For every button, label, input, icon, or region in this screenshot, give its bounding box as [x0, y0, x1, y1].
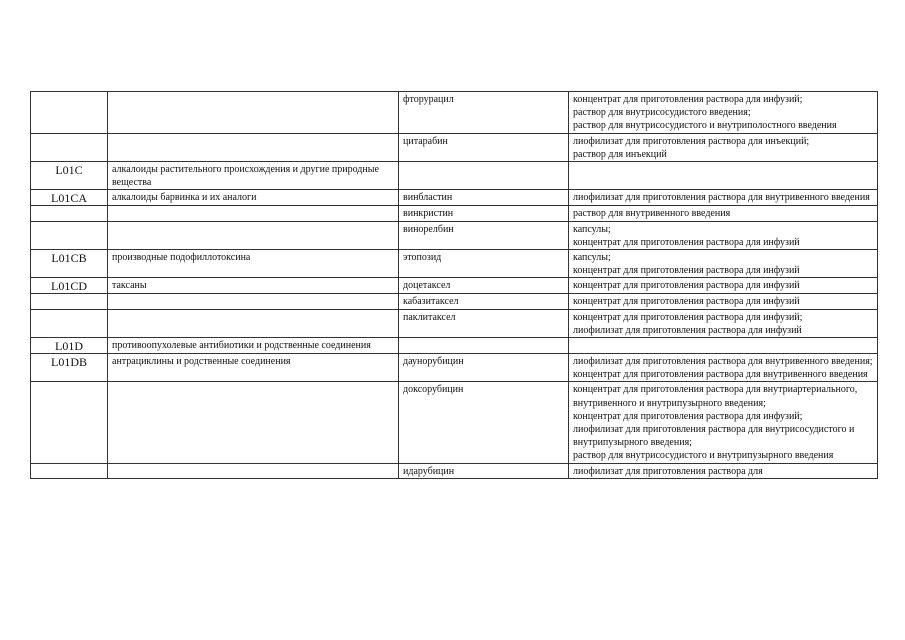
dosage-forms-cell: [569, 338, 878, 354]
table-row: [31, 92, 878, 134]
dosage-form-line: концентрат для приготовления раствора для инфузий: [573, 280, 800, 292]
table-row: [31, 133, 878, 161]
table-row: [31, 354, 878, 382]
atc-code-cell: L01CA: [31, 190, 108, 206]
dosage-form-line: раствор для внутрисосудистого и внутриполостного введения: [573, 120, 837, 132]
dosage-form-line: раствор для внутрисосудистого введения;: [573, 107, 751, 119]
dosage-forms-cell: [569, 309, 878, 337]
dosage-form-line: лиофилизат для приготовления раствора для внутрисосудистого и внутрипузырного введения;: [573, 424, 855, 449]
atc-code-cell: [31, 133, 108, 161]
group-name-cell: [108, 133, 399, 161]
group-name-cell: алкалоиды барвинка и их аналоги: [108, 190, 399, 206]
group-name-cell: антрациклины и родственные соединения: [108, 354, 399, 382]
dosage-form-line: раствор для внутривенного введения: [573, 208, 731, 220]
group-name-cell: [108, 382, 399, 463]
table-row: [31, 250, 878, 278]
drug-name-cell: кабазитаксел: [399, 294, 569, 309]
dosage-forms-cell: [569, 190, 878, 206]
table-row: [31, 382, 878, 463]
table-row: [31, 221, 878, 249]
table-row: [31, 309, 878, 337]
group-name-cell: [108, 294, 399, 309]
drug-name-cell: винорелбин: [399, 221, 569, 249]
table-row: [31, 278, 878, 294]
group-name-cell: таксаны: [108, 278, 399, 294]
dosage-forms-cell: [569, 354, 878, 382]
table-row: [31, 206, 878, 221]
atc-code-cell: L01CB: [31, 250, 108, 278]
dosage-form-line: концентрат для приготовления раствора для инфузий: [573, 236, 800, 248]
atc-code-cell: [31, 463, 108, 478]
dosage-form-line: концентрат для приготовления раствора для инфузий;: [573, 311, 803, 323]
group-name-cell: [108, 463, 399, 478]
atc-code-cell: [31, 221, 108, 249]
atc-code-cell: L01CD: [31, 278, 108, 294]
dosage-forms-cell: [569, 382, 878, 463]
atc-code-cell: [31, 206, 108, 221]
dosage-forms-cell: [569, 463, 878, 478]
group-name-cell: [108, 92, 399, 134]
table-row: [31, 162, 878, 190]
group-name-cell: [108, 206, 399, 221]
dosage-forms-cell: [569, 278, 878, 294]
dosage-form-line: концентрат для приготовления раствора для внутриартериального, внутривенного и внутрипузырного введения;: [573, 384, 858, 409]
dosage-forms-cell: [569, 250, 878, 278]
atc-code-cell: L01C: [31, 162, 108, 190]
drug-name-cell: этопозид: [399, 250, 569, 278]
dosage-form-line: концентрат для приготовления раствора для инфузий;: [573, 410, 803, 422]
dosage-forms-cell: [569, 221, 878, 249]
group-name-cell: противоопухолевые антибиотики и родственные соединения: [108, 338, 399, 354]
dosage-forms-cell: [569, 133, 878, 161]
table-row: [31, 463, 878, 478]
drug-name-cell: доксорубицин: [399, 382, 569, 463]
dosage-form-line: концентрат для приготовления раствора для инфузий: [573, 265, 800, 277]
atc-code-cell: L01D: [31, 338, 108, 354]
dosage-form-line: капсулы;: [573, 252, 611, 264]
dosage-forms-cell: [569, 294, 878, 309]
drug-name-cell: идарубицин: [399, 463, 569, 478]
group-name-cell: алкалоиды растительного происхождения и другие природные вещества: [108, 162, 399, 190]
atc-code-cell: [31, 294, 108, 309]
drug-name-cell: [399, 162, 569, 190]
drug-name-cell: даунорубицин: [399, 354, 569, 382]
dosage-forms-cell: [569, 206, 878, 221]
drug-name-cell: доцетаксел: [399, 278, 569, 294]
dosage-form-line: раствор для внутрисосудистого и внутрипузырного введения: [573, 450, 834, 462]
atc-code-cell: L01DB: [31, 354, 108, 382]
dosage-form-line: капсулы;: [573, 223, 611, 235]
drug-name-cell: фторурацил: [399, 92, 569, 134]
dosage-form-line: лиофилизат для приготовления раствора для внутривенного введения: [573, 192, 870, 204]
group-name-cell: [108, 309, 399, 337]
drug-name-cell: [399, 338, 569, 354]
dosage-form-line: лиофилизат для приготовления раствора для инфузий: [573, 324, 802, 336]
group-name-cell: производные подофиллотоксина: [108, 250, 399, 278]
atc-code-cell: [31, 382, 108, 463]
dosage-forms-cell: [569, 162, 878, 190]
table-row: [31, 294, 878, 309]
table-row: [31, 338, 878, 354]
dosage-form-line: раствор для инъекций: [573, 148, 667, 160]
dosage-form-line: концентрат для приготовления раствора для внутривенного введения: [573, 369, 868, 381]
drug-name-cell: цитарабин: [399, 133, 569, 161]
table-row: [31, 190, 878, 206]
dosage-forms-cell: [569, 92, 878, 134]
table-body: [31, 92, 878, 479]
atc-code-cell: [31, 309, 108, 337]
drug-name-cell: винбластин: [399, 190, 569, 206]
group-name-cell: [108, 221, 399, 249]
dosage-form-line: концентрат для приготовления раствора для инфузий: [573, 296, 800, 308]
atc-code-cell: [31, 92, 108, 134]
drug-table: [30, 91, 878, 479]
drug-name-cell: винкристин: [399, 206, 569, 221]
drug-name-cell: паклитаксел: [399, 309, 569, 337]
dosage-form-line: лиофилизат для приготовления раствора для инъекций;: [573, 135, 810, 147]
dosage-form-line: лиофилизат для приготовления раствора для: [573, 465, 763, 477]
dosage-form-line: лиофилизат для приготовления раствора для внутривенного введения;: [573, 356, 873, 368]
dosage-form-line: концентрат для приготовления раствора для инфузий;: [573, 94, 803, 105]
